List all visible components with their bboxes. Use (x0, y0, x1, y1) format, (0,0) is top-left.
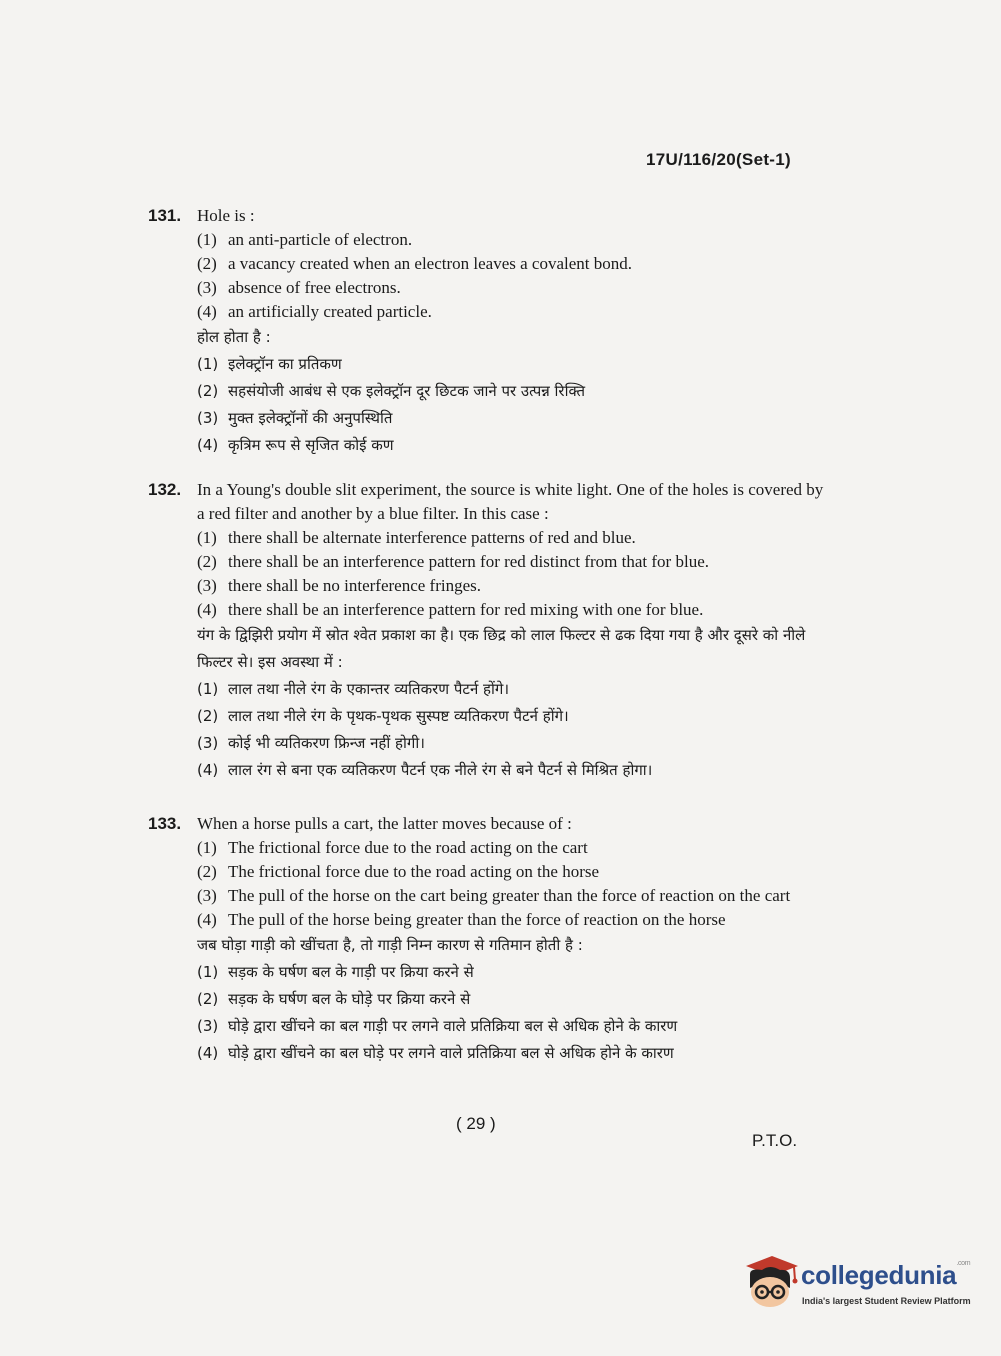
option-en-1: (1) there shall be alternate interference patterns of red and blue. (197, 528, 636, 547)
option-hi-2: (2) सड़क के घर्षण बल के घोड़े पर क्रिया करने से (197, 990, 471, 1008)
option-hi-4: (4) लाल रंग से बना एक व्यतिकरण पैटर्न एक नीले रंग से बने पैटर्न से मिश्रित होगा। (197, 761, 653, 779)
option-hi-3: (3) कोई भी व्यतिकरण फ्रिन्ज नहीं होगी। (197, 734, 425, 752)
option-en-4: (4) there shall be an interference pattern for red mixing with one for blue. (197, 600, 704, 619)
question-133 (148, 812, 828, 1067)
option-en-2: (2) there shall be an interference pattern for red distinct from that for blue. (197, 552, 709, 571)
option-en-4: (4) an artificially created particle. (197, 302, 432, 321)
option-hi-1: (1) इलेक्ट्रॉन का प्रतिकण (197, 355, 342, 373)
page-number: ( 29 ) (456, 1114, 496, 1133)
option-hi-4: (4) कृत्रिम रूप से सृजित कोई कण (197, 436, 394, 454)
option-hi-2: (2) लाल तथा नीले रंग के पृथक-पृथक सुस्पष्ट व्यतिकरण पैटर्न होंगे। (197, 707, 569, 725)
question-number: 133. (148, 814, 182, 833)
question-132 (148, 478, 828, 784)
question-stem-en: When a horse pulls a cart, the latter moves because of : (197, 814, 572, 833)
option-en-2: (2) The frictional force due to the road acting on the horse (197, 862, 600, 881)
graduate-mascot-icon (740, 1248, 800, 1312)
option-hi-2: (2) सहसंयोजी आबंध से एक इलेक्ट्रॉन दूर छिटक जाने पर उत्पन्न रिक्ति (197, 382, 586, 400)
question-stem-en: Hole is : (197, 206, 255, 225)
option-en-3: (3) The pull of the horse on the cart being greater than the force of reaction on the cart (197, 886, 791, 905)
question-131 (148, 204, 828, 459)
option-hi-4: (4) घोड़े द्वारा खींचने का बल घोड़े पर लगने वाले प्रतिक्रिया बल से अधिक होने के कारण (197, 1044, 674, 1062)
option-hi-3: (3) घोड़े द्वारा खींचने का बल गाड़ी पर लगने वाले प्रतिक्रिया बल से अधिक होने के कारण (197, 1017, 678, 1035)
question-number: 132. (148, 480, 182, 499)
option-hi-1: (1) सड़क के घर्षण बल के गाड़ी पर क्रिया करने से (197, 963, 474, 981)
question-stem-hi: यंग के द्विझिरी प्रयोग में स्रोत श्वेत प्रकाश का है। एक छिद्र को लाल फिल्टर से ढक दिया गया है और दूसरे को नीले फिल्टर से। इस अवस्था में : (197, 626, 806, 671)
option-hi-3: (3) मुक्त इलेक्ट्रॉनों की अनुपस्थिति (197, 409, 393, 427)
question-stem-en: In a Young's double slit experiment, the source is white light. One of the holes is covered by a red filter and another by a blue filter. In this case : (197, 480, 824, 523)
logo-tagline: India's largest Student Review Platform (802, 1296, 971, 1306)
logo-wordmark: collegedunia$^{.com}$ (801, 1260, 971, 1290)
paper-code: 17U/116/20(Set-1) (646, 150, 791, 169)
option-en-2: (2) a vacancy created when an electron leaves a covalent bond. (197, 254, 633, 273)
option-en-4: (4) The pull of the horse being greater than the force of reaction on the horse (197, 910, 726, 929)
collegedunia-logo[interactable] (740, 1248, 970, 1312)
option-hi-1: (1) लाल तथा नीले रंग के एकान्तर व्यतिकरण पैटर्न होंगे। (197, 680, 510, 698)
question-stem-hi: होल होता है : (197, 328, 271, 346)
option-en-3: (3) there shall be no interference fringes. (197, 576, 481, 595)
question-stem-hi: जब घोड़ा गाड़ी को खींचता है, तो गाड़ी निम्न कारण से गतिमान होती है : (197, 936, 583, 954)
pto-label: P.T.O. (752, 1131, 798, 1150)
option-en-1: (1) an anti-particle of electron. (197, 230, 413, 249)
option-en-3: (3) absence of free electrons. (197, 278, 401, 297)
question-number: 131. (148, 206, 182, 225)
option-en-1: (1) The frictional force due to the road acting on the cart (197, 838, 588, 857)
